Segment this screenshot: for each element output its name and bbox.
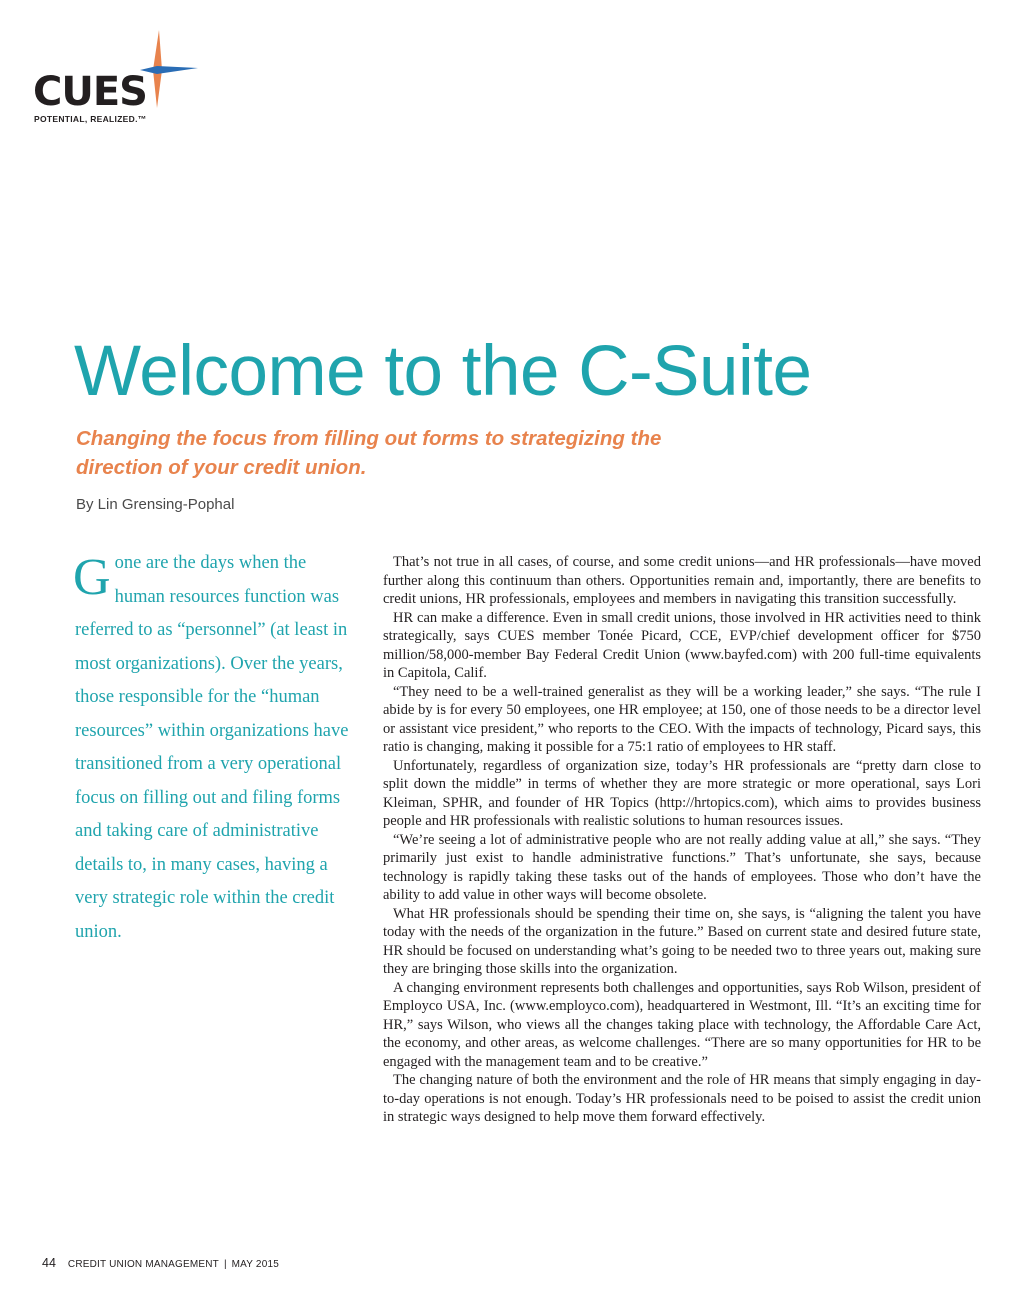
logo-tagline: POTENTIAL, REALIZED.™ bbox=[34, 114, 147, 124]
page-number: 44 bbox=[42, 1256, 56, 1270]
body-paragraph: Unfortunately, regardless of organization size, today’s HR professionals are “pretty darn close to split down the middle” in terms of whether they are more strategic or more operational, says Lori Kleiman, SPHR, and founder of HR Topics (http://hrtopics.com), which aims to provides business people and HR professionals with realistic solutions to human resources issues. bbox=[383, 757, 981, 829]
article-subtitle: Changing the focus from filling out forms to strategizing the direction of your credit union. bbox=[76, 427, 662, 479]
body-paragraph: A changing environment represents both challenges and opportunities, says Rob Wilson, president of Employco USA, Inc. (www.employco.com), headquartered in Westmont, Ill. “It’s an exciting time for HR,” says Wilson, who views all the changes taking place with technology, the Affordable Care Act, the economy, and other areas, as welcome challenges. “There are so many opportunities for HR to be engaged with the management team and to be creative.” bbox=[383, 979, 981, 1070]
body-paragraph: That’s not true in all cases, of course, and some credit unions—and HR professionals—have moved further along this continuum than others. Opportunities remain and, importantly, there are benefits to credit unions, HR professionals, employees and members in navigating this transition successfully. bbox=[383, 554, 981, 607]
article-title: Welcome to the C-Suite bbox=[74, 332, 812, 411]
body-paragraph: The changing nature of both the environment and the role of HR means that simply engaging in day-to-day operations is not enough. Today’s HR professionals need to be poised to assist the credit union in strategic ways designed to help move them forward effectively. bbox=[383, 1072, 981, 1125]
body-paragraph: HR can make a difference. Even in small credit unions, those involved in HR activities need to think strategically, says CUES member Tonée Picard, CCE, EVP/chief development officer for $750 million/58,000-member Bay Federal Credit Union (www.bayfed.com) with 200 full-time equivalents in Capitola, Calif. bbox=[383, 609, 981, 681]
article-byline: By Lin Grensing-Pophal bbox=[76, 496, 235, 513]
intro-text: one are the days when the human resources function was referred to as “personnel” (at least in most organizations). Over the years, those responsible for the “human resources” within organizations have transitioned from a very operational focus on filling out and filing forms and taking care of administrative details to, in many cases, having a very strategic role within the credit union. bbox=[75, 553, 349, 942]
drop-cap: G bbox=[73, 549, 111, 606]
issue-date: MAY 2015 bbox=[231, 1259, 279, 1270]
logo-wordmark: CUES bbox=[33, 69, 147, 115]
publication-name: CREDIT UNION MANAGEMENT bbox=[67, 1259, 219, 1270]
footer-separator: | bbox=[224, 1259, 227, 1270]
body-paragraph: “We’re seeing a lot of administrative people who are not really adding value at all,” she says. “They primarily just exist to handle administrative functions.” That’s unfortunate, she says, because technology is rapidly taking these tasks out of the hands of employees. Those who don’t have the ability to add value in other ways will become obsolete. bbox=[383, 831, 981, 903]
body-paragraph: What HR professionals should be spending their time on, she says, is “aligning the talent you have today with the needs of the organization in the future.” Based on current state and desired future state, HR should be focused on understanding what’s going to be needed two to three years out, making sure they are bringing those skills into the organization. bbox=[383, 905, 981, 977]
body-paragraph: “They need to be a well-trained generalist as they will be a working leader,” she says. “The rule I abide by is for every 50 employees, one HR employee; at 150, one of those needs to be a director level or assistant vice president,” who reports to the CEO. With the impacts of technology, Picard says, this ratio is changing, making it possible for a 75:1 ratio of employees to HR staff. bbox=[383, 683, 981, 755]
intro-paragraph bbox=[75, 547, 360, 949]
article-body bbox=[383, 553, 981, 1127]
cues-logo bbox=[30, 30, 210, 130]
page-footer bbox=[42, 1256, 279, 1270]
